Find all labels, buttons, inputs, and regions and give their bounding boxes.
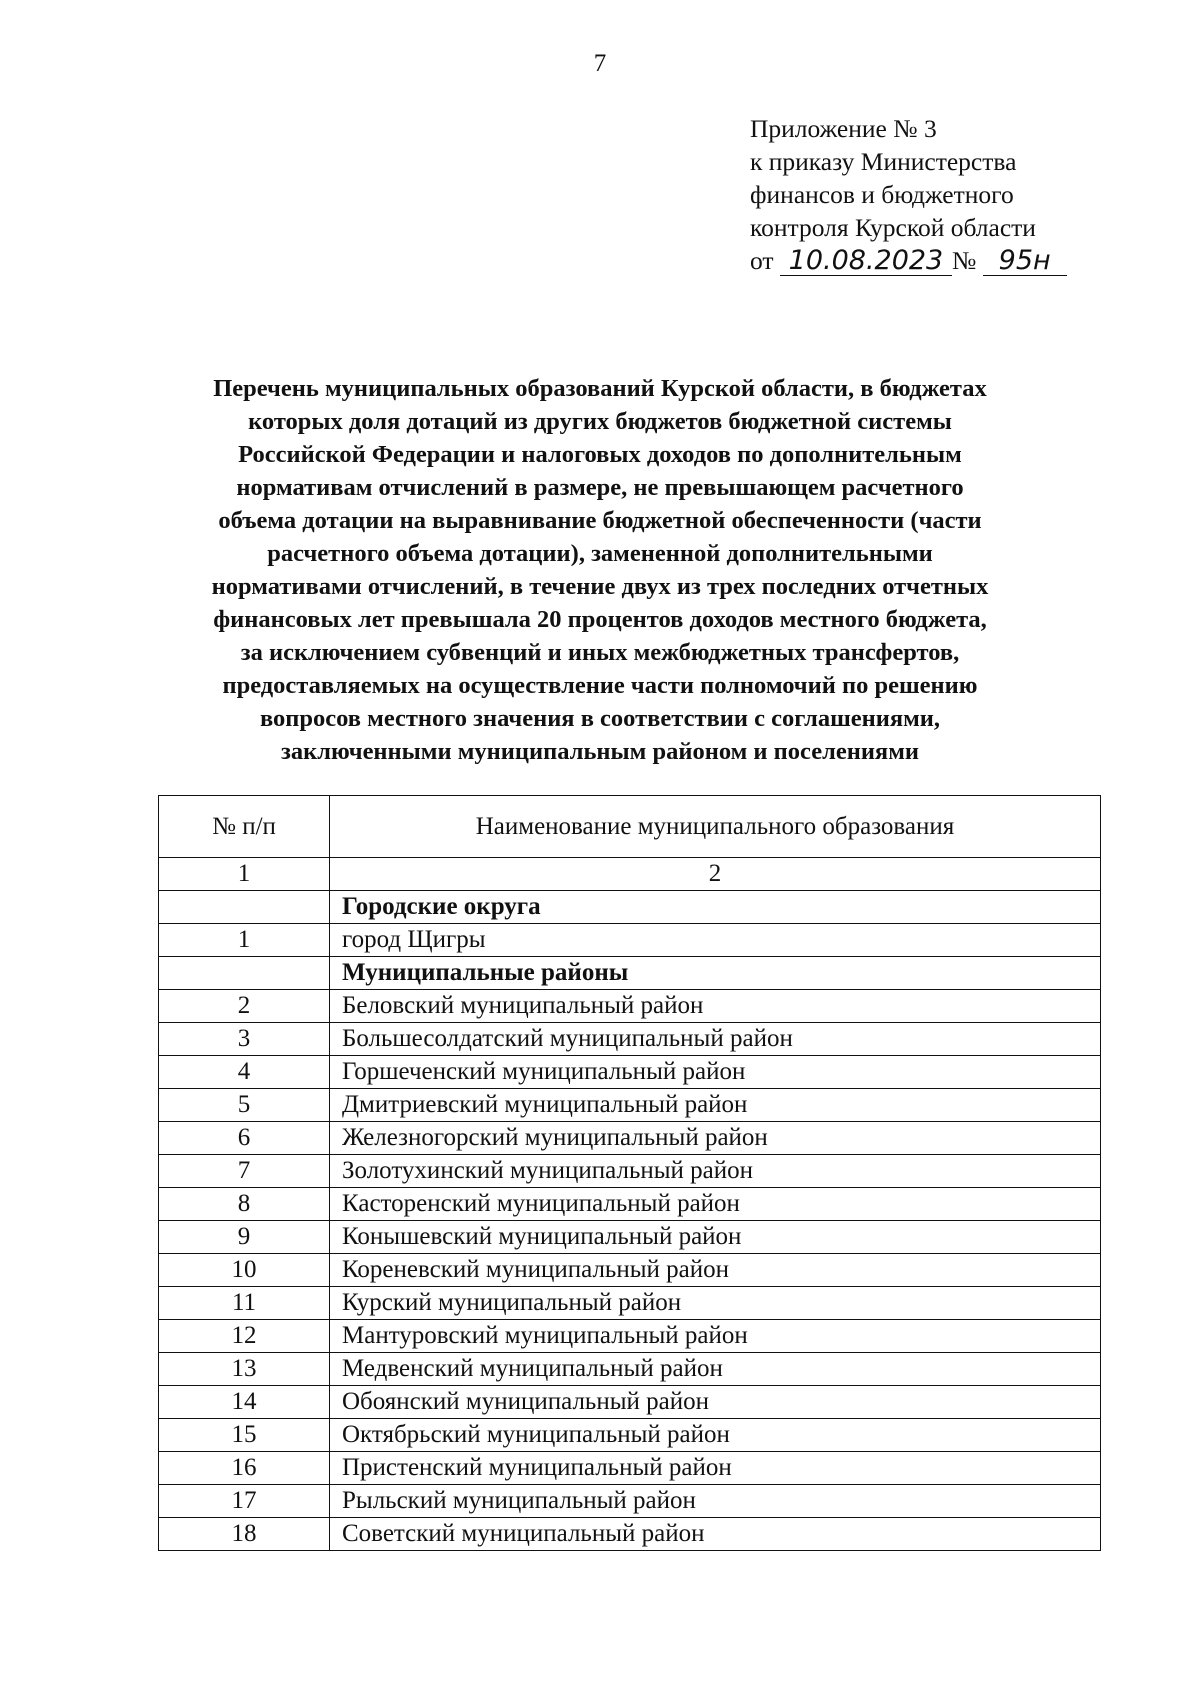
title-line: нормативам отчислений в размере, не превышающем расчетного [236,474,964,501]
appendix-block [750,112,1067,277]
municipality-name: Горшеченский муниципальный район [330,1056,1101,1089]
municipality-name: Медвенский муниципальный район [330,1353,1101,1386]
municipality-name: Дмитриевский муниципальный район [330,1089,1101,1122]
group-row [159,891,1101,924]
table-row [159,1485,1101,1518]
row-number: 5 [159,1089,330,1122]
row-number: 13 [159,1353,330,1386]
row-number: 2 [159,990,330,1023]
title-line: нормативами отчислений, в течение двух из трех последних отчетных [211,573,989,600]
table-row [159,1155,1101,1188]
municipality-name: Советский муниципальный район [330,1518,1101,1551]
table-header-row [159,796,1101,858]
column-number: 2 [330,858,1101,891]
number-sign: № [951,246,977,275]
table-row [159,1221,1101,1254]
appendix-line: финансов и бюджетного [750,180,1014,209]
title-line: вопросов местного значения в соответствии с соглашениями, [259,705,941,732]
title-line: расчетного объема дотации), замененной дополнительными [267,540,933,567]
municipality-name: Курский муниципальный район [330,1287,1101,1320]
table-row [159,1419,1101,1452]
title-line: финансовых лет превышала 20 процентов доходов местного бюджета, [213,606,987,633]
row-number: 11 [159,1287,330,1320]
municipality-name: Беловский муниципальный район [330,990,1101,1023]
municipality-name: Пристенский муниципальный район [330,1452,1101,1485]
row-number: 18 [159,1518,330,1551]
table-row [159,1353,1101,1386]
table-row [159,1518,1101,1551]
group-row [159,957,1101,990]
title-line: Перечень муниципальных образований Курской области, в бюджетах [213,375,987,402]
column-number-row [159,858,1101,891]
table-row [159,924,1101,957]
municipality-name: Железногорский муниципальный район [330,1122,1101,1155]
table-row [159,1056,1101,1089]
municipality-name: Мантуровский муниципальный район [330,1320,1101,1353]
row-number: 6 [159,1122,330,1155]
table-row [159,1254,1101,1287]
title-line: предоставляемых на осуществление части полномочий по решению [222,672,978,699]
appendix-line: Приложение № 3 [750,114,937,143]
municipality-name: Касторенский муниципальный район [330,1188,1101,1221]
row-number: 8 [159,1188,330,1221]
municipality-name: Рыльский муниципальный район [330,1485,1101,1518]
table-row [159,1122,1101,1155]
row-number: 14 [159,1386,330,1419]
document-title [150,372,1050,768]
title-line: за исключением субвенций и иных межбюджетных трансфертов, [240,639,960,666]
municipality-name: Золотухинский муниципальный район [330,1155,1101,1188]
table-row [159,1386,1101,1419]
handwritten-date: 10.08.2023 [780,247,952,276]
appendix-line: к приказу Министерства [750,147,1017,176]
table-row [159,990,1101,1023]
header-num: № п/п [159,796,330,858]
title-line: которых доля дотаций из других бюджетов бюджетной системы [248,408,952,435]
row-number: 12 [159,1320,330,1353]
title-line: Российской Федерации и налоговых доходов по дополнительным [238,441,962,468]
appendix-line: контроля Курской области [750,213,1036,242]
order-date-row [750,244,1067,277]
row-number: 10 [159,1254,330,1287]
table-row [159,1089,1101,1122]
table-row [159,1188,1101,1221]
page-number: 7 [593,50,607,77]
municipality-name: Обоянский муниципальный район [330,1386,1101,1419]
column-number: 1 [159,858,330,891]
municipality-name: Кореневский муниципальный район [330,1254,1101,1287]
row-number: 15 [159,1419,330,1452]
group-num-cell [159,891,330,924]
table-row [159,1452,1101,1485]
table-row [159,1023,1101,1056]
header-name: Наименование муниципального образования [330,796,1101,858]
row-number: 3 [159,1023,330,1056]
table-row [159,1320,1101,1353]
row-number: 9 [159,1221,330,1254]
row-number: 1 [159,924,330,957]
row-number: 17 [159,1485,330,1518]
table-row [159,1287,1101,1320]
municipality-name: Конышевский муниципальный район [330,1221,1101,1254]
row-number: 7 [159,1155,330,1188]
group-label: Муниципальные районы [330,957,1101,990]
group-num-cell [159,957,330,990]
title-line: заключенными муниципальным районом и поселениями [281,738,919,765]
municipality-name: Октябрьский муниципальный район [330,1419,1101,1452]
date-prefix: от [750,246,774,275]
municipalities-table [158,795,1101,1551]
group-label: Городские округа [330,891,1101,924]
handwritten-order-number: 95н [983,247,1067,276]
title-line: объема дотации на выравнивание бюджетной обеспеченности (части [218,507,982,534]
row-number: 16 [159,1452,330,1485]
row-number: 4 [159,1056,330,1089]
municipality-name: город Щигры [330,924,1101,957]
municipality-name: Большесолдатский муниципальный район [330,1023,1101,1056]
